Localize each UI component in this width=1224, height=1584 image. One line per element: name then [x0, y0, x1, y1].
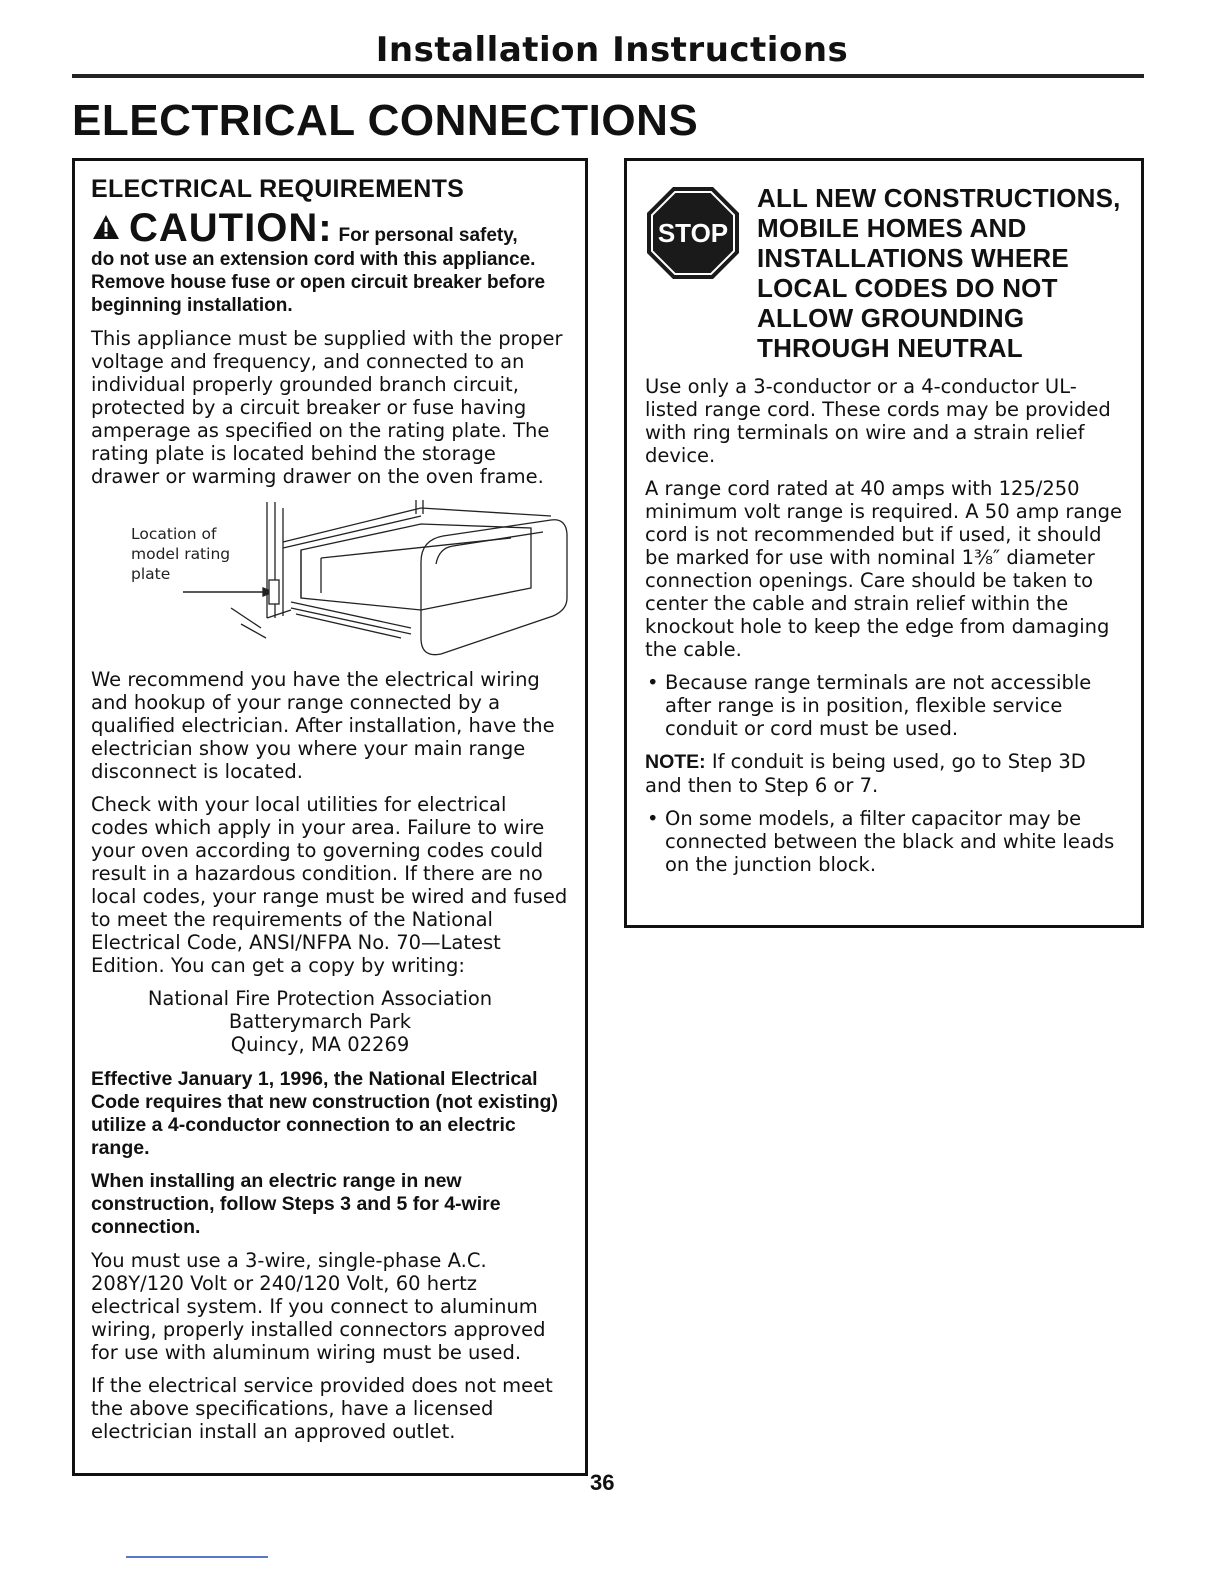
local-codes-paragraph: Check with your local utilities for electrical codes which apply in your area. Failure to wire your oven according to governing codes could result in a hazardous condition. If there are no local codes, your range must be wired and fused to meet the requirements of the National Electrical Code, ANSI/NFPA No. 70—Latest Edition. You can get a copy by writing: [91, 793, 568, 977]
electrician-paragraph: We recommend you have the electrical wiring and hookup of your range connected by a qualified electrician. After installation, have the electrician show you where your main range disconnect is located. [91, 668, 555, 783]
service-paragraph: If the electrical service provided does not meet the above specifications, have a licensed electrician install an approved outlet. [91, 1374, 553, 1443]
stop-heading-row [645, 183, 1123, 363]
list-item: • Because range terminals are not accessible after range is in position, flexible service conduit or cord must be used. [645, 671, 1123, 740]
grounding-title-line: ALL NEW CONSTRUCTIONS, [757, 183, 1121, 213]
rating-plate-figure [91, 498, 571, 658]
nec-1996-notice: Effective January 1, 1996, the National Electrical Code requires that new construction (not existing) utilize a 4-conductor connection to an electric range. [91, 1068, 558, 1159]
rating-plate-label-line: plate [131, 565, 171, 583]
address-line: Batterymarch Park [228, 1010, 412, 1033]
new-construction-notice: When installing an electric range in new construction, follow Steps 3 and 5 for 4-wire connection. [91, 1170, 501, 1238]
rating-plate-label-line: model rating [131, 545, 231, 563]
supply-paragraph: This appliance must be supplied with the proper voltage and frequency, and connected to an individual properly grounded branch circuit, protected by a circuit breaker or fuse having amperage as specified on the rating plate. The rating plate is located behind the storage drawer or warming drawer on the oven frame. [91, 327, 563, 488]
rating-plate-label-line: Location of [131, 525, 217, 543]
address-line: Quincy, MA 02269 [230, 1033, 410, 1056]
conduit-note [645, 750, 1123, 797]
note-text: If conduit is being used, go to Step 3D and then to Step 6 or 7. [645, 750, 1086, 797]
caution-line [91, 208, 569, 248]
grounding-title-line: INSTALLATIONS WHERE [757, 243, 1069, 273]
wiring-system-paragraph: You must use a 3-wire, single-phase A.C. 208Y/120 Volt or 240/120 Volt, 60 hertz electrical system. If you connect to aluminum wiring, properly installed connectors approved for use with aluminum wiring must be used. [91, 1249, 546, 1364]
page-number: 36 [590, 1470, 615, 1495]
cord-rating-paragraph: A range cord rated at 40 amps with 125/250 minimum volt range is required. A 50 amp range cord is not recommended but if used, it should be marked for use with nominal 1³⁄₈″ diameter connection openings. Care should be taken to center the cable and strain relief within the knockout hole to keep the edge from damaging the cable. [645, 477, 1123, 661]
grounding-title-line: ALLOW GROUNDING [757, 303, 1025, 333]
caution-word: CAUTION: [129, 206, 333, 250]
grounding-title-line: MOBILE HOMES AND [757, 213, 1027, 243]
warning-triangle-icon [91, 213, 121, 245]
caution-lead: For personal safety, [338, 225, 518, 246]
caution-body: do not use an extension cord with this appliance. Remove house fuse or open circuit breaker before beginning installation. [91, 249, 546, 316]
grounding-title-line: LOCAL CODES DO NOT [757, 273, 1058, 303]
list-item: • On some models, a filter capacitor may be connected between the black and white leads on the junction block. [645, 807, 1123, 876]
footer-rule [126, 1556, 268, 1558]
stop-sign-icon [645, 185, 741, 286]
page-header-title: Installation Instructions [375, 30, 849, 70]
electrical-requirements-box [72, 158, 588, 1476]
grounding-title-line: THROUGH NEUTRAL [757, 333, 1023, 363]
rating-plate-label [131, 524, 230, 584]
cord-type-paragraph: Use only a 3-conductor or a 4-conductor UL-listed range cord. These cords may be provided with ring terminals on wire and a strain relief device. [645, 375, 1111, 467]
stop-sign-text: STOP [657, 218, 729, 248]
electrical-requirements-heading: ELECTRICAL REQUIREMENTS [91, 175, 465, 203]
note-label: NOTE: [645, 751, 706, 773]
capacitor-bullet-list [645, 807, 1123, 876]
section-title: ELECTRICAL CONNECTIONS [72, 96, 699, 145]
header-rule [72, 74, 1144, 78]
nfpa-address [91, 987, 569, 1056]
conduit-bullet-list [645, 671, 1123, 740]
grounding-box [624, 158, 1144, 928]
grounding-title [757, 183, 1123, 363]
address-line: National Fire Protection Association [147, 987, 493, 1010]
